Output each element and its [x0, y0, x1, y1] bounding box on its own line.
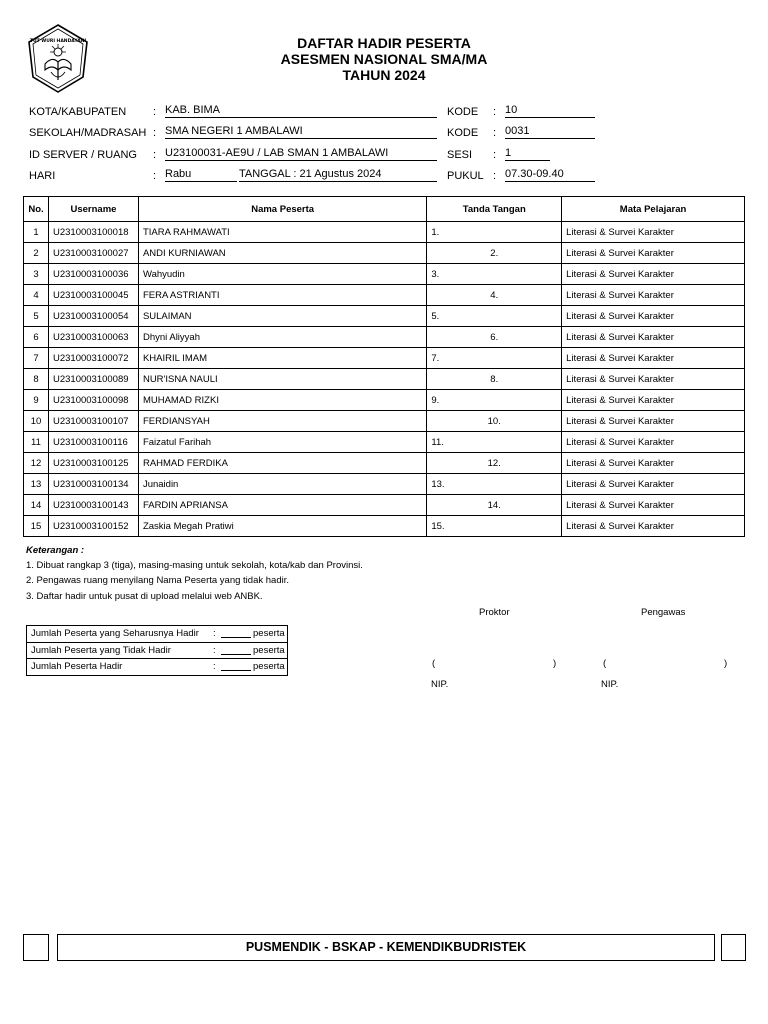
row-nama: FARDIN APRIANSA	[138, 495, 426, 516]
row-signature: 15.	[427, 516, 562, 537]
summary-unit: peserta	[253, 628, 285, 639]
pengawas-label: Pengawas	[641, 607, 686, 618]
proktor-open-paren: (	[432, 658, 436, 669]
sekolah-label: SEKOLAH/MADRASAH	[29, 127, 147, 139]
proktor-close-paren: )	[553, 658, 557, 669]
row-mata-pelajaran: Literasi & Survei Karakter	[562, 495, 745, 516]
row-no: 11	[24, 432, 49, 453]
summary-blank	[221, 626, 251, 638]
row-nama: Faizatul Farihah	[138, 432, 426, 453]
table-row	[24, 264, 745, 285]
row-no: 3	[24, 264, 49, 285]
pukul-label: PUKUL	[447, 170, 484, 182]
row-nama: Dhyni Aliyyah	[138, 327, 426, 348]
sekolah-value: SMA NEGERI 1 AMBALAWI	[165, 125, 437, 139]
kode2-label: KODE	[447, 127, 479, 139]
table-row	[24, 411, 745, 432]
pengawas-close-paren: )	[724, 658, 728, 669]
row-signature: 4.	[427, 285, 562, 306]
row-mata-pelajaran: Literasi & Survei Karakter	[562, 474, 745, 495]
proktor-label: Proktor	[479, 607, 510, 618]
summary-blank	[221, 659, 251, 671]
row-username: U2310003100054	[48, 306, 138, 327]
pengawas-nip-label: NIP.	[601, 679, 619, 690]
row-nama: FERDIANSYAH	[138, 411, 426, 432]
row-nama: KHAIRIL IMAM	[138, 348, 426, 369]
header-tanda-tangan: Tanda Tangan	[427, 197, 562, 222]
summary-box	[26, 625, 288, 676]
note-item: 1. Dibuat rangkap 3 (tiga), masing-masing untuk sekolah, kota/kab dan Provinsi.	[26, 560, 363, 571]
table-row	[24, 243, 745, 264]
row-username: U2310003100107	[48, 411, 138, 432]
table-row	[24, 306, 745, 327]
colon: :	[493, 106, 497, 118]
row-mata-pelajaran: Literasi & Survei Karakter	[562, 369, 745, 390]
table-row	[24, 285, 745, 306]
table-row	[24, 348, 745, 369]
kode1-value: 10	[505, 104, 595, 118]
row-nama: Junaidin	[138, 474, 426, 495]
row-signature: 12.	[427, 453, 562, 474]
row-mata-pelajaran: Literasi & Survei Karakter	[562, 411, 745, 432]
row-signature: 5.	[427, 306, 562, 327]
document-title-line-3: TAHUN 2024	[342, 67, 426, 83]
kota-label: KOTA/KABUPATEN	[29, 106, 127, 118]
row-no: 6	[24, 327, 49, 348]
header-username: Username	[48, 197, 138, 222]
row-nama: NUR'ISNA NAULI	[138, 369, 426, 390]
summary-label: Jumlah Peserta yang Tidak Hadir	[31, 644, 171, 656]
row-no: 9	[24, 390, 49, 411]
summary-unit: peserta	[253, 661, 285, 672]
row-signature: 7.	[427, 348, 562, 369]
row-username: U2310003100045	[48, 285, 138, 306]
row-no: 7	[24, 348, 49, 369]
row-mata-pelajaran: Literasi & Survei Karakter	[562, 453, 745, 474]
row-no: 13	[24, 474, 49, 495]
table-row	[24, 222, 745, 243]
table-row	[24, 327, 745, 348]
table-row	[24, 453, 745, 474]
colon: :	[153, 170, 157, 182]
row-username: U2310003100116	[48, 432, 138, 453]
row-mata-pelajaran: Literasi & Survei Karakter	[562, 264, 745, 285]
row-no: 14	[24, 495, 49, 516]
row-nama: MUHAMAD RIZKI	[138, 390, 426, 411]
note-item: 3. Daftar hadir untuk pusat di upload melalui web ANBK.	[26, 591, 263, 602]
row-nama: SULAIMAN	[138, 306, 426, 327]
colon: :	[213, 661, 216, 672]
row-nama: TIARA RAHMAWATI	[138, 222, 426, 243]
row-no: 12	[24, 453, 49, 474]
row-signature: 1.	[427, 222, 562, 243]
summary-label: Jumlah Peserta yang Seharusnya Hadir	[31, 628, 199, 639]
row-nama: ANDI KURNIAWAN	[138, 243, 426, 264]
sesi-label: SESI	[447, 149, 473, 161]
table-row	[24, 495, 745, 516]
row-nama: Wahyudin	[138, 264, 426, 285]
table-header-row	[24, 197, 745, 222]
footer-right-box	[721, 934, 746, 961]
row-no: 8	[24, 369, 49, 390]
row-signature: 9.	[427, 390, 562, 411]
summary-unit: peserta	[253, 644, 285, 656]
colon: :	[213, 628, 216, 639]
header-no: No.	[24, 197, 49, 222]
row-username: U2310003100134	[48, 474, 138, 495]
notes-title: Keterangan :	[26, 545, 85, 556]
summary-blank	[221, 643, 251, 655]
row-username: U2310003100036	[48, 264, 138, 285]
colon: :	[493, 170, 497, 182]
colon: :	[213, 644, 216, 656]
row-no: 2	[24, 243, 49, 264]
colon: :	[493, 127, 497, 139]
row-signature: 3.	[427, 264, 562, 285]
row-no: 10	[24, 411, 49, 432]
attendance-table	[23, 196, 745, 537]
row-username: U2310003100027	[48, 243, 138, 264]
row-username: U2310003100072	[48, 348, 138, 369]
table-row	[24, 369, 745, 390]
summary-label: Jumlah Peserta Hadir	[31, 661, 123, 672]
colon: :	[493, 149, 497, 161]
svg-text:TUT WURI HANDAYANI: TUT WURI HANDAYANI	[29, 39, 87, 44]
server-label: ID SERVER / RUANG	[29, 149, 137, 161]
proktor-nip-label: NIP.	[431, 679, 449, 690]
row-mata-pelajaran: Literasi & Survei Karakter	[562, 306, 745, 327]
row-mata-pelajaran: Literasi & Survei Karakter	[562, 516, 745, 537]
row-mata-pelajaran: Literasi & Survei Karakter	[562, 243, 745, 264]
sesi-value: 1	[505, 147, 550, 161]
row-nama: FERA ASTRIANTI	[138, 285, 426, 306]
row-nama: Zaskia Megah Pratiwi	[138, 516, 426, 537]
tanggal-value: TANGGAL : 21 Agustus 2024	[239, 168, 437, 182]
header-nama: Nama Peserta	[138, 197, 426, 222]
row-mata-pelajaran: Literasi & Survei Karakter	[562, 285, 745, 306]
footer-left-box	[23, 934, 49, 961]
pengawas-open-paren: (	[603, 658, 607, 669]
footer-banner: PUSMENDIK - BSKAP - KEMENDIKBUDRISTEK	[57, 934, 715, 961]
kode1-label: KODE	[447, 106, 479, 118]
row-mata-pelajaran: Literasi & Survei Karakter	[562, 348, 745, 369]
colon: :	[153, 127, 157, 139]
row-signature: 10.	[427, 411, 562, 432]
summary-row	[27, 659, 287, 675]
row-mata-pelajaran: Literasi & Survei Karakter	[562, 390, 745, 411]
row-no: 15	[24, 516, 49, 537]
table-row	[24, 390, 745, 411]
row-no: 4	[24, 285, 49, 306]
document-title-line-2: ASESMEN NASIONAL SMA/MA	[280, 51, 488, 67]
row-signature: 11.	[427, 432, 562, 453]
row-signature: 2.	[427, 243, 562, 264]
hari-label: HARI	[29, 170, 56, 182]
row-username: U2310003100125	[48, 453, 138, 474]
colon: :	[153, 149, 157, 161]
row-mata-pelajaran: Literasi & Survei Karakter	[562, 222, 745, 243]
summary-row	[27, 643, 287, 660]
table-row	[24, 432, 745, 453]
row-username: U2310003100063	[48, 327, 138, 348]
row-signature: 14.	[427, 495, 562, 516]
row-username: U2310003100018	[48, 222, 138, 243]
row-mata-pelajaran: Literasi & Survei Karakter	[562, 327, 745, 348]
pukul-value: 07.30-09.40	[505, 168, 595, 182]
table-row	[24, 516, 745, 537]
hari-value: Rabu	[165, 168, 237, 182]
summary-row	[27, 626, 287, 643]
table-row	[24, 474, 745, 495]
document-title-line-1: DAFTAR HADIR PESERTA	[297, 35, 471, 51]
row-no: 5	[24, 306, 49, 327]
kode2-value: 0031	[505, 125, 595, 139]
row-no: 1	[24, 222, 49, 243]
row-username: U2310003100143	[48, 495, 138, 516]
row-nama: RAHMAD FERDIKA	[138, 453, 426, 474]
colon: :	[153, 106, 157, 118]
note-item: 2. Pengawas ruang menyilang Nama Peserta yang tidak hadir.	[26, 575, 289, 586]
row-username: U2310003100152	[48, 516, 138, 537]
header-mata-pelajaran: Mata Pelajaran	[562, 197, 745, 222]
server-value: U23100031-AE9U / LAB SMAN 1 AMBALAWI	[165, 147, 437, 161]
row-signature: 6.	[427, 327, 562, 348]
row-signature: 8.	[427, 369, 562, 390]
row-username: U2310003100089	[48, 369, 138, 390]
row-mata-pelajaran: Literasi & Survei Karakter	[562, 432, 745, 453]
row-signature: 13.	[427, 474, 562, 495]
kota-value: KAB. BIMA	[165, 104, 437, 118]
row-username: U2310003100098	[48, 390, 138, 411]
